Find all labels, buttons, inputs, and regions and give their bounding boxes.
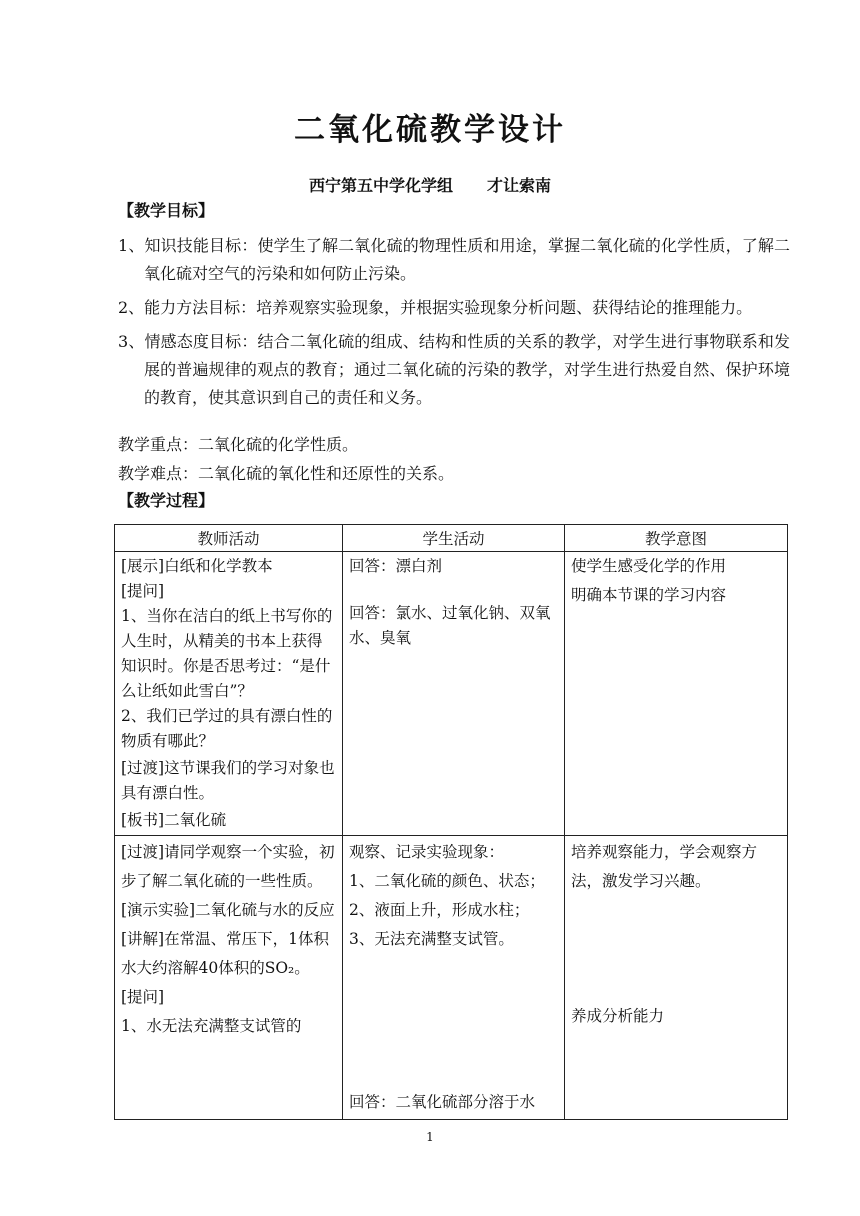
- table-row: [115, 836, 788, 1120]
- student-activity-cell: [343, 552, 565, 836]
- cell-text: [提问]: [121, 988, 165, 1006]
- cell-text: 培养观察能力，学会观察方法，激发学习兴趣。: [571, 843, 758, 890]
- header-teacher-activity: 教师活动: [115, 525, 343, 552]
- cell-text: 1、水无法充满整支试管的: [121, 1017, 302, 1035]
- header-teaching-intent: 教学意图: [565, 525, 788, 552]
- goal-item: 3、情感态度目标：结合二氧化硫的组成、结构和性质的关系的教学，对学生进行事物联系和发展的普遍规律的观点的教育；通过二氧化硫的污染的教学，对学生进行热爱自然、保护环境的教育，使其意识到自己的责任和义务。: [118, 332, 790, 407]
- goals-list: [118, 232, 790, 418]
- goal-item: 2、能力方法目标：培养观察实验现象，并根据实验现象分析问题、获得结论的推理能力。: [118, 298, 753, 317]
- cell-text: 1、二氧化硫的颜色、状态；: [349, 872, 545, 890]
- author-line: [0, 173, 860, 196]
- cell-text: 3、无法充满整支试管。: [349, 930, 514, 948]
- section-heading-process: 【教学过程】: [118, 491, 215, 510]
- header-student-activity: 学生活动: [343, 525, 565, 552]
- goal-item: 1、知识技能目标：使学生了解二氧化硫的物理性质和用途，掌握二氧化硫的化学性质，了解二氧化硫对空气的污染和如何防止污染。: [118, 236, 790, 283]
- cell-text: 明确本节课的学习内容: [571, 586, 727, 604]
- cell-text: [讲解]在常温、常压下，1体积水大约溶解40体积的SO₂。: [121, 930, 329, 977]
- document-title: 二氧化硫教学设计: [294, 112, 566, 148]
- cell-text: 2、我们已学过的具有漂白性的物质有哪此？: [121, 707, 333, 750]
- cell-text: [展示]白纸和化学教本: [121, 557, 273, 575]
- cell-text: 回答：漂白剂: [349, 557, 443, 575]
- section-heading-goals: 【教学目标】: [118, 201, 215, 220]
- cell-text: [演示实验]二氧化硫与水的反应: [121, 901, 335, 919]
- cell-text: 观察、记录实验现象：: [349, 843, 505, 861]
- teacher-activity-cell: [115, 836, 343, 1120]
- cell-text: [过渡]这节课我们的学习对象也具有漂白性。: [121, 759, 335, 802]
- teaching-process-table: [114, 524, 788, 1120]
- teaching-intent-cell: [565, 552, 788, 836]
- cell-text: 回答：氯水、过氧化钠、双氧水、臭氧: [349, 604, 551, 647]
- page-number: 1: [426, 1130, 434, 1144]
- cell-text: 回答：二氧化硫部分溶于水: [349, 1093, 536, 1111]
- key-point: 教学重点：二氧化硫的化学性质。: [118, 435, 359, 454]
- teacher-activity-cell: [115, 552, 343, 836]
- table-row: [115, 552, 788, 836]
- cell-text: 1、当你在洁白的纸上书写你的人生时，从精美的书本上获得知识时。你是否思考过：“是什么让纸如此雪白”？: [121, 607, 333, 700]
- student-activity-cell: [343, 836, 565, 1120]
- cell-text: [板书]二氧化硫: [121, 811, 227, 829]
- difficult-point: 教学难点：二氧化硫的氧化性和还原性的关系。: [118, 464, 455, 483]
- cell-text: 使学生感受化学的作用: [571, 557, 727, 575]
- author-name: 才让索南: [487, 176, 552, 195]
- teaching-intent-cell: [565, 836, 788, 1120]
- cell-text: 养成分析能力: [571, 1007, 665, 1025]
- school-name: 西宁第五中学化学组: [308, 176, 453, 195]
- cell-text: [提问]: [121, 582, 165, 600]
- table-header-row: [115, 525, 788, 552]
- cell-text: 2、液面上升，形成水柱；: [349, 901, 530, 919]
- cell-text: [过渡]请同学观察一个实验，初步了解二氧化硫的一些性质。: [121, 843, 335, 890]
